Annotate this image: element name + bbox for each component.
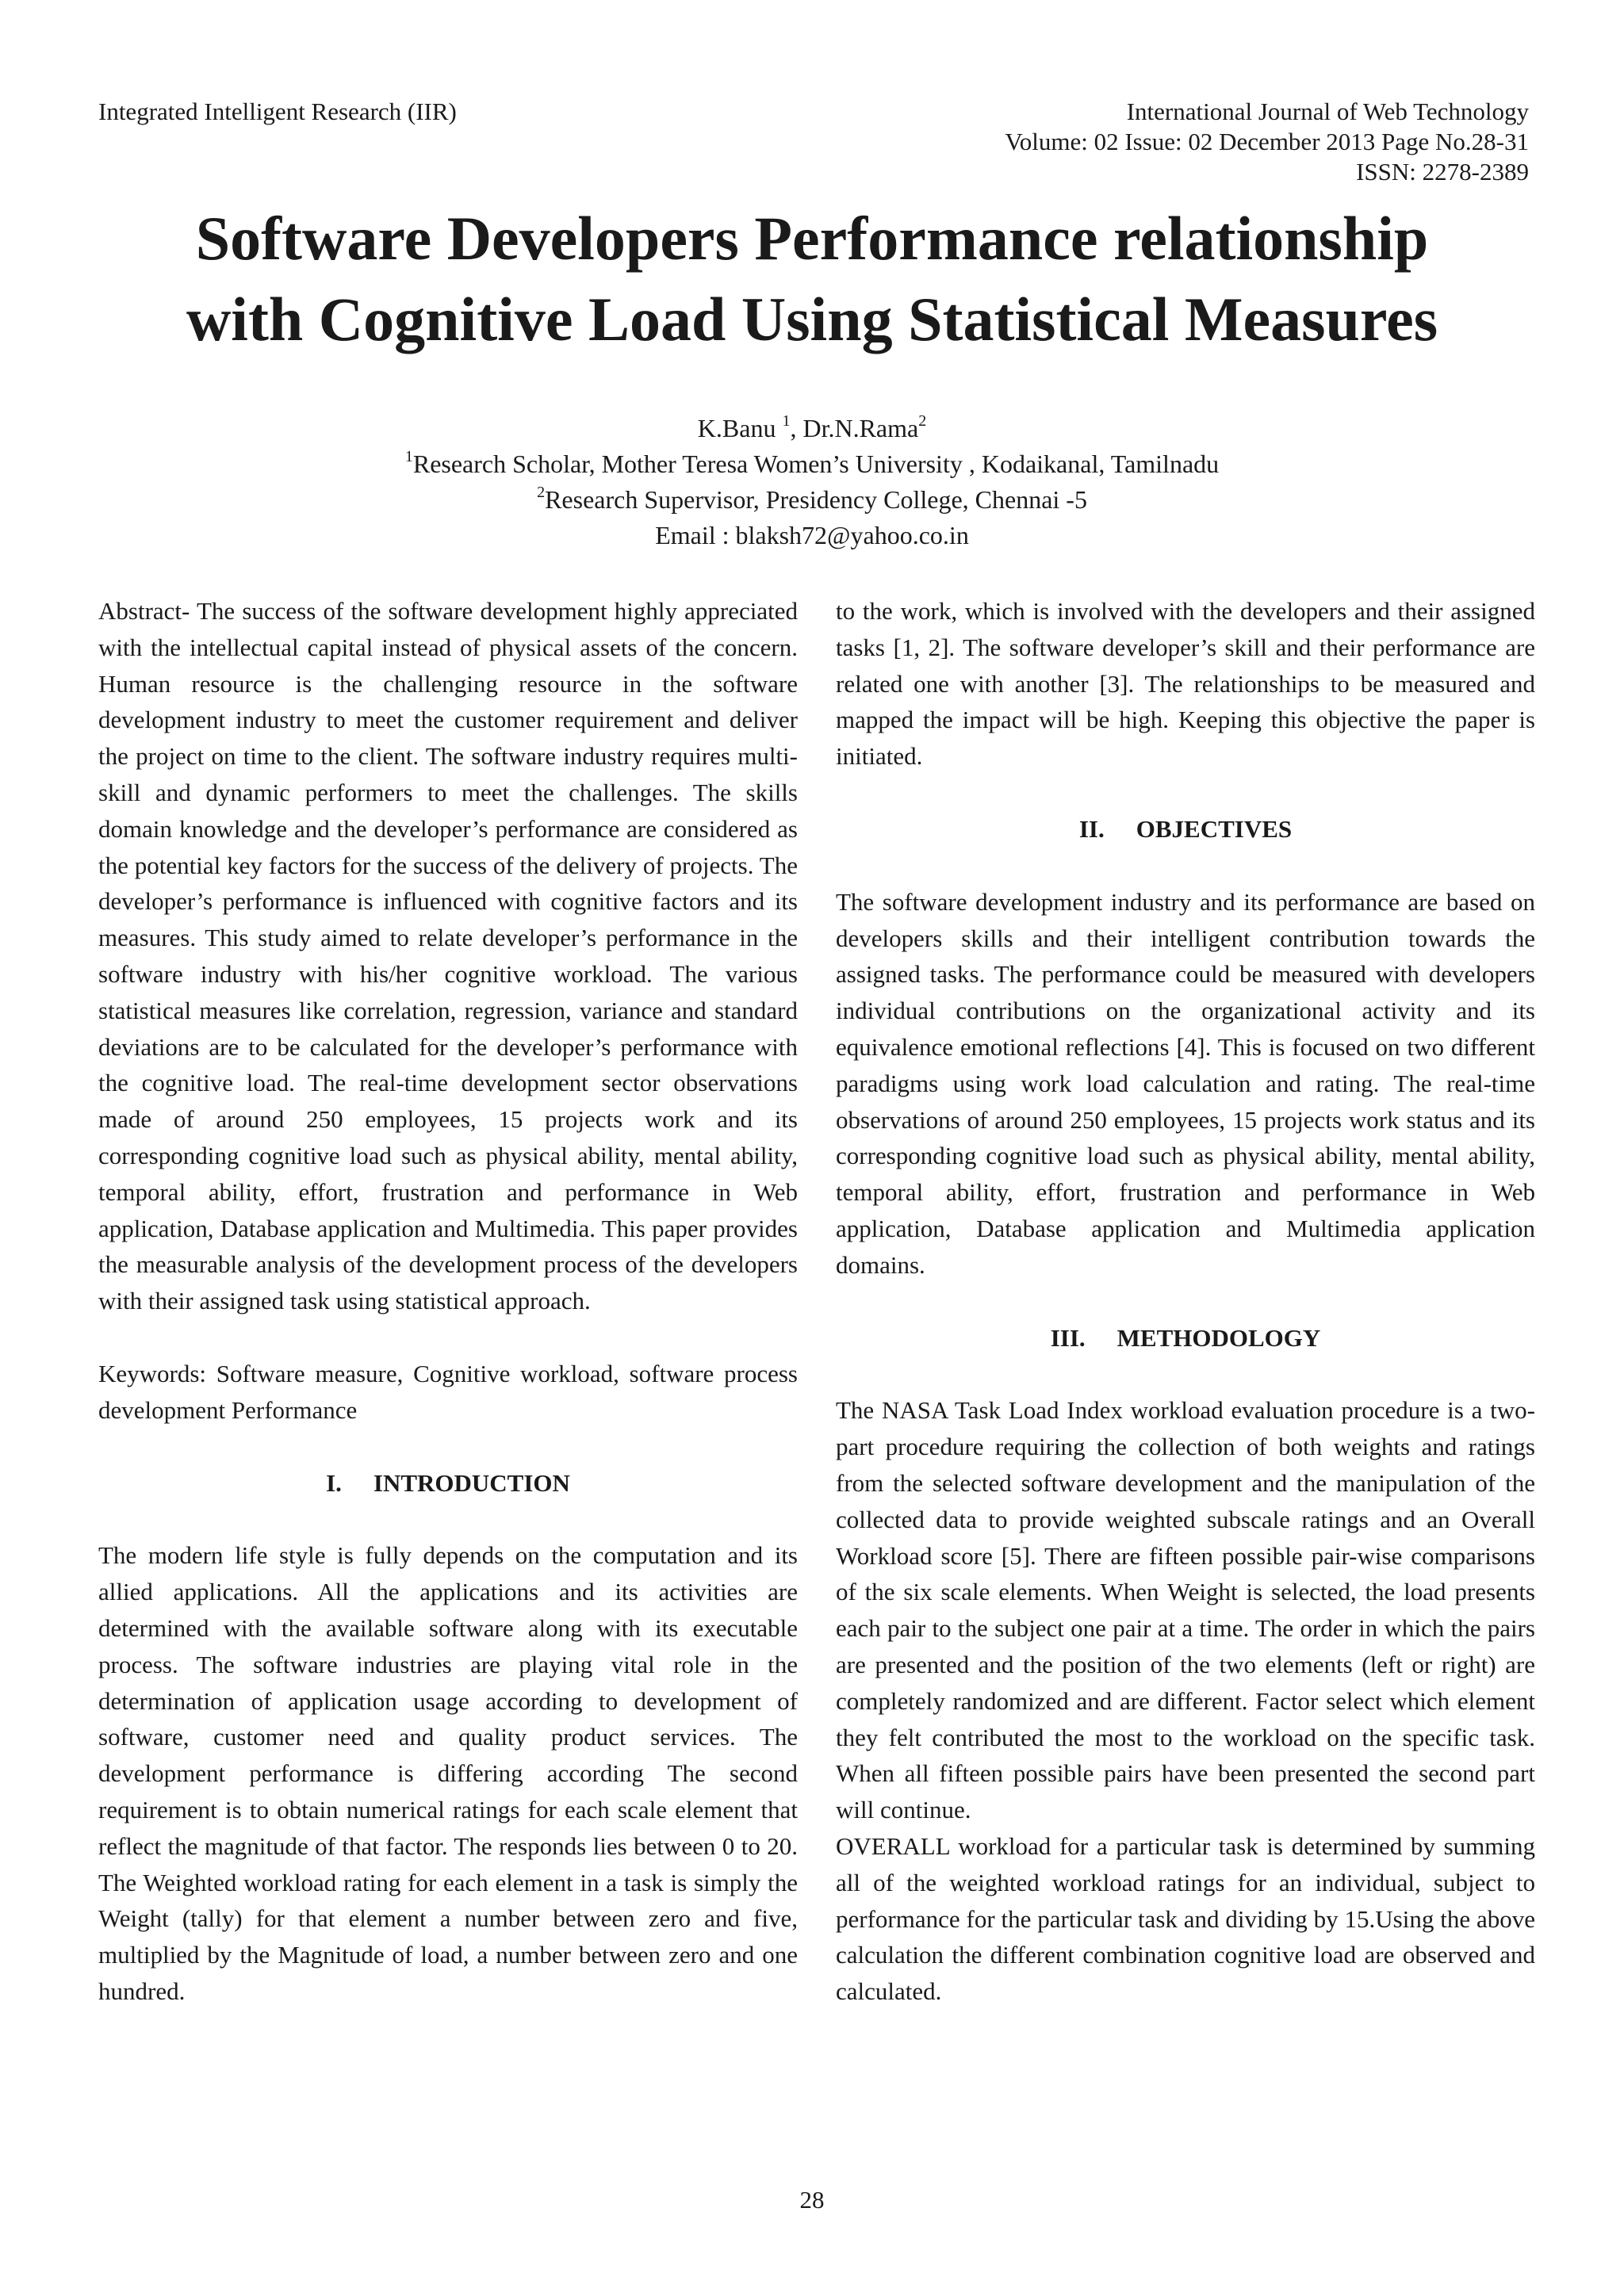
section-heading-objectives	[836, 811, 1535, 848]
section-heading-introduction	[98, 1465, 798, 1502]
page-number: 28	[799, 2186, 825, 2214]
abstract-text: The success of the software development highly appreciated with the intellectual capital instead of physical assets of the concern. Human resource is the challenging resource in the software development industry to meet the customer requirement and deliver the project on time to the client. The software industry requires multi-skill and dynamic performers to meet the challenges. The skills domain knowledge and the developer’s performance are considered as the potential key factors for the success of the delivery of projects. The developer’s performance is influenced with cognitive factors and its measures. This study aimed to relate developer’s performance in the software industry with his/her cognitive workload. The various statistical measures like correlation, regression, variance and standard deviations are to be calculated for the developer’s performance with the cognitive load. The real-time development sector observations made of around 250 employees, 15 projects work and its corresponding cognitive load such as physical ability, mental ability, temporal ability, effort, frustration and performance in Web application, Database application and Multimedia. This paper provides the measurable analysis of the development process of the developers with their assigned task using statistical approach.	[98, 597, 798, 1315]
section-number: I.	[326, 1468, 342, 1497]
affiliation-1-sup: 1	[404, 448, 413, 465]
author-email: Email : blaksh72@yahoo.co.in	[655, 521, 969, 549]
affiliation-1	[0, 446, 1624, 482]
affiliation-2-text: Research Supervisor, Presidency College, Chennai -5	[545, 485, 1087, 514]
section-heading-methodology	[836, 1320, 1535, 1357]
section-title: INTRODUCTION	[373, 1468, 570, 1497]
section-title: METHODOLOGY	[1116, 1323, 1321, 1352]
paper-title-line-1: Software Developers Performance relationship	[195, 204, 1429, 273]
affiliation-2-sup: 2	[537, 484, 546, 501]
abstract-label: Abstract-	[98, 597, 190, 625]
keywords-paragraph: Keywords: Software measure, Cognitive workload, software process development Performance	[98, 1359, 798, 1424]
author-2: , Dr.N.Rama	[790, 414, 919, 442]
abstract-paragraph	[98, 593, 798, 1319]
author-names	[0, 411, 1624, 446]
journal-issn: ISSN: 2278-2389	[1356, 158, 1529, 186]
right-column	[836, 593, 1535, 2010]
section-number: II.	[1078, 814, 1105, 843]
paper-title-line-2: with Cognitive Load Using Statistical Measures	[186, 285, 1438, 354]
author-2-sup: 2	[918, 412, 927, 430]
paper-title	[0, 198, 1624, 360]
journal-name: International Journal of Web Technology	[1126, 98, 1529, 125]
author-1-sup: 1	[782, 412, 791, 430]
author-1: K.Banu	[697, 414, 783, 442]
affiliation-2	[0, 482, 1624, 518]
objectives-paragraph: The software development industry and its performance are based on developers skills and their intelligent contribution towards the assigned tasks. The performance could be measured with developers individual contributions on the organizational activity and its equivalence emotional reflections [4]. This is focused on two different paradigms using work load calculation and rating. The real-time observations of around 250 employees, 15 projects work status and its corresponding cognitive load such as physical ability, mental ability, temporal ability, effort, frustration and performance in Web application, Database application and Multimedia application domains.	[836, 887, 1535, 1279]
left-column	[98, 593, 798, 2010]
section-title: OBJECTIVES	[1136, 814, 1293, 843]
methodology-paragraph-1: The NASA Task Load Index workload evaluation procedure is a two-part procedure requiring the collection of both weights and ratings from the selected software development and the manipulation of the collected data to provide weighted subscale ratings and an Overall Workload score [5]. There are fifteen possible pair-wise comparisons of the six scale elements. When Weight is selected, the load presents each pair to the subject one pair at a time. The order in which the pairs are presented and the position of the two elements (left or right) are completely randomized and are different. Factor select which element they felt contributed the most to the workload on the specific task. When all fifteen possible pairs have been presented the second part will continue.	[836, 1396, 1535, 1824]
running-header-left: Integrated Intelligent Research (IIR)	[98, 98, 457, 125]
affiliation-1-text: Research Scholar, Mother Teresa Women’s University , Kodaikanal, Tamilnadu	[412, 450, 1220, 478]
methodology-paragraph-2: OVERALL workload for a particular task is determined by summing all of the weighted workload ratings for an individual, subject to performance for the particular task and dividing by 15.Using the above calculation the different combination cognitive load are observed and calculated.	[836, 1831, 1535, 2006]
section-number: III.	[1050, 1323, 1086, 1352]
introduction-paragraph: The modern life style is fully depends on the computation and its allied applications. All the applications and its activities are determined with the available software along with its executable process. The software industries are playing vital role in the determination of application usage according to development of software, customer need and quality product services. The development performance is differing according The second requirement is to obtain numerical ratings for each scale element that reflect the magnitude of that factor. The responds lies between 0 to 20. The Weighted workload rating for each element in a task is simply the Weight (tally) for that element a number between zero and five, multiplied by the Magnitude of load, a number between zero and one hundred.	[98, 1541, 798, 2005]
introduction-continued-paragraph: to the work, which is involved with the developers and their assigned tasks [1, 2]. The software developer’s skill and their performance are related one with another [3]. The relationships to be measured and mapped the impact will be high. Keeping this objective the paper is initiated.	[836, 597, 1535, 771]
journal-volume: Volume: 02 Issue: 02 December 2013 Page No.28-31	[1005, 128, 1529, 155]
author-block	[0, 411, 1624, 553]
running-header-right	[1005, 97, 1529, 187]
